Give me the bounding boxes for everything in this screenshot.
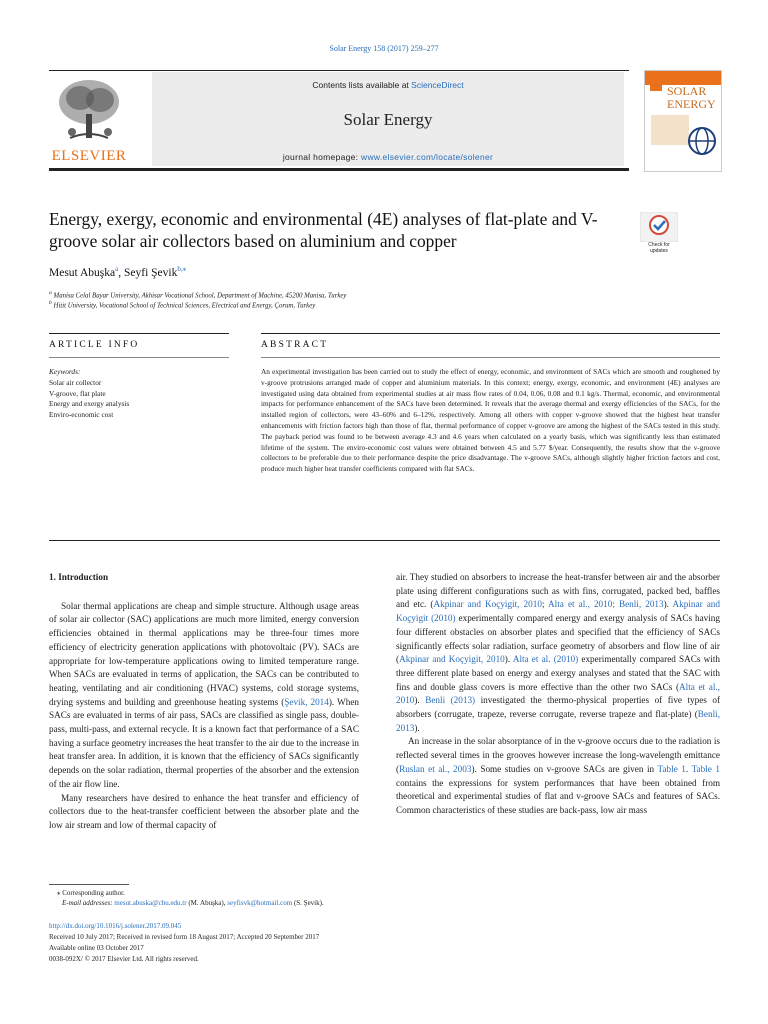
keywords-label: Keywords: [49,367,81,376]
article-info-rule-2 [49,357,229,358]
abstract-bottom-rule [49,540,720,541]
paragraph: air. They studied on absorbers to increase the heat-transfer between air and the absorber plate using different configurations such as with fins, corrugated, packed bed, baffles and etc. (Akpinar and Koçyigit, 2010; Alta et al., 2010; Benli, 2013). Akpinar and Koçyigit (2010) experimentally compared energy and exergy analysis of SACs having four different obstacles on absorber plates and specified that the efficiency of SACs significantly effects solar radiation, surface geometry of absorbers and flow line of air (Akpinar and Koçyigit, 2010). Alta et al. (2010) experimentally compared SACs with three different plate based on energy and exergy analyses and stated that the SAC with fins and double glass covers is more effective than the other two SACs (Alta et al., 2010). Benli (2013) investigated the thermo-physical properties of five types of absorbers (corrugate, trapeze, reverse corrugate, reverse trapeze and flat-plate) (Benli, 2013). [396,572,720,733]
homepage-prefix: journal homepage: [282,152,362,162]
available-line: Available online 03 October 2017 [49,944,144,952]
citation-link[interactable]: Alta et al., 2010 [396,681,720,706]
contents-prefix: Contents lists available at [312,80,412,90]
email-line: E-mail addresses: mesut.abuska@cbu.edu.tr (M. Abuşka), seyfisvk@hotmail.com (S. Şevik). [62,899,324,907]
affiliation-b: $^b$ Hitit University, Vocational School of Technical Sciences, Electrical and Energy, Çorum, Turkey [49,300,316,310]
article-info-rule [49,333,229,334]
copyright-line: 0038-092X/ © 2017 Elsevier Ltd. All rights reserved. [49,955,199,963]
citation-link[interactable]: Alta et al. (2010) [512,654,579,665]
abstract-rule-2 [261,357,720,358]
journal-name: Solar Energy [343,110,433,129]
author-1-affil-link[interactable]: a [115,265,119,273]
citation-link[interactable]: Akpinar and Koçyigit, 2010 [433,599,542,610]
citation-link[interactable]: Şevik, 2014 [284,696,329,707]
citation-link[interactable]: Alta et al., 2010; Benli, 2013 [548,599,664,610]
keyword: Enviro-economic cost [49,410,114,420]
header-rule-thick [49,168,629,171]
footnote-rule [49,884,129,885]
abstract-rule [261,333,720,334]
right-column [396,571,720,818]
abstract-text: An experimental investigation has been carried out to study the effect of energy, economic, and environment of SACs which are smooth and roughened by v-groove protrusions arranged made of copper and aluminium materials. In this context; energy, exergy, economic, and environment (4E) analyses are investigated using data obtained from experimental studies at air mass flow rates of 0.04, 0.06, 0.08 and 0.1 kg/s. Thermal, economic, and environmental impacts for performance enhancement of the SACs have been determined. It reveals that the average thermal and exergy efficiencies of the SACs, for the installed region of collectors, were 43–60% and 6–12%, respectively. Among all others with copper v-groove showed that the highest heat transfer enhancements with friction factors high than those of flat, thermal performance of copper v-groove are among the highest of the SACs tested in this study. The payback period was found to be between average 4.3 and 4.6 years when calculated on a yearly basis, which was significantly less than estimated lifetime of the system. The enviro-economic cost values were obtained between 4.5 and 5.77 $/year. Consequently, the results show that the v-groove collectors to be preferable due to their performance despite the price disadvantage. The v-groove SACs, although slightly higher friction factors and cost, produce much higher heat transfer coefficients compared with flat SACs. [261,367,720,474]
crossmark-label: Check for updates [648,242,670,254]
citation-link[interactable]: Ruslan et al., 2003 [399,763,472,774]
keyword: Solar air collector [49,377,102,387]
received-line: Received 10 July 2017; Received in revised form 18 August 2017; Accepted 20 September 2017 [49,933,320,941]
article-title: Energy, exergy, economic and environmental (4E) analyses of flat-plate and V-groove solar air collectors based on aluminium and copper [49,209,598,251]
article-info-heading: ARTICLE INFO [49,340,140,350]
doi-line[interactable] [49,921,181,931]
journal-cover[interactable] [644,70,722,172]
elsevier-logo [50,74,128,164]
author-list: Mesut Abuşka$^a$, Seyfi Şevik$^{b,⁎}$ [49,265,187,279]
email-link[interactable]: mesut.abuska@cbu.edu.tr [114,899,187,907]
email-link[interactable]: seyfisvk@hotmail.com [227,899,293,907]
sciencedirect-link[interactable]: ScienceDirect [411,80,464,90]
author-1: Mesut Abuşka$^a$ [49,265,119,279]
citation-link[interactable]: Solar Energy 158 (2017) 259–277 [329,44,439,53]
citation-link[interactable]: Benli (2013) [425,695,476,706]
affiliation-a: $^a$ Manisa Celal Bayar University, Akhisar Vocational School, Department of Machine, 45200 Manisa, Turkey [49,290,347,300]
keyword: Energy and exergy analysis [49,399,130,409]
elsevier-wordmark: ELSEVIER [51,148,127,164]
paragraph: An increase in the solar absorptance of in the v-groove occurs due to the radiation is reflected several times in the grooves however increase the long-wavelength emittance (Ruslan et al., 2003). Some studies on v-groove SACs are given in Table 1. Table 1 contains the expressions for system performances that have been obtained from theoretical and experimental studies of flat and v-groove SACs and features of SACs. Common characteristics of these studies are back-pass, low air mass [396,736,720,815]
table-link[interactable]: Table 1 [657,763,686,774]
crossmark-badge[interactable] [640,212,678,254]
cover-title: SOLAR ENERGY [667,84,716,111]
author-2: Seyfi Şevik$^{b,⁎}$ [123,265,187,279]
section-title: 1. Introduction [49,572,109,582]
keywords-block [49,367,229,421]
doi-link[interactable]: http://dx.doi.org/10.1016/j.solener.2017.09.045 [49,922,182,930]
globe-icon [687,121,717,161]
journal-citation[interactable] [0,44,768,53]
paragraph: Many researchers have desired to enhance the heat transfer and efficiency of collectors due to the heat-transfer coefficient between the absorber plate and the low air stream and low of thermal capacity of [49,792,359,830]
left-column [49,571,359,833]
header-rule [49,70,629,71]
corresponding-note: ⁎ Corresponding author. [57,889,125,897]
crossmark-icon [640,212,678,242]
contents-line [152,80,624,90]
table-link[interactable]: Table 1 [691,763,720,774]
citation-link[interactable]: Akpinar and Koçyigit, 2010 [399,654,505,665]
citation-link[interactable]: Benli, 2013 [396,709,720,733]
author-2-affil-link[interactable]: b,⁎ [177,265,187,273]
paragraph: Solar thermal applications are cheap and simple structure. Although usage areas of solar air collector (SAC) applications are much more limited, energy conversion efficiencies obtained in thermal applications may be three-four times more efficiency of electricity generation applications with photovoltaic (PV). SACs are appropriate for low-temperature applications owing to limited temperature range. When SACs are evaluated in terms of application, the SACs can be contributed to heating, ventilating and air conditioning (HVAC) systems, cold storage systems, drying systems and building and greenhouse heating systems (Şevik, 2014). When SACs are evaluated in terms of air pass, SACs are classified as single pass, double-pass, multi-pass, and external recycle. It is a known fact that performance of a SAC having a surface geometry increases the heat transfer to the air due to the increase in heat transfer area. In addition, it is known that the efficiency of SACs significantly depends on the solar radiation, thermal properties of the absorber and the extension of the air flow line. [49,600,359,789]
homepage-link[interactable]: www.elsevier.com/locate/solener [361,152,494,162]
journal-homepage [152,152,624,162]
citation-link[interactable]: Akpinar and Koçyigit (2010) [396,599,720,624]
cover-text-block [651,115,689,145]
cover-logo [650,77,662,91]
abstract-heading: ABSTRACT [261,340,329,350]
keyword: V-groove, flat plate [49,388,106,398]
